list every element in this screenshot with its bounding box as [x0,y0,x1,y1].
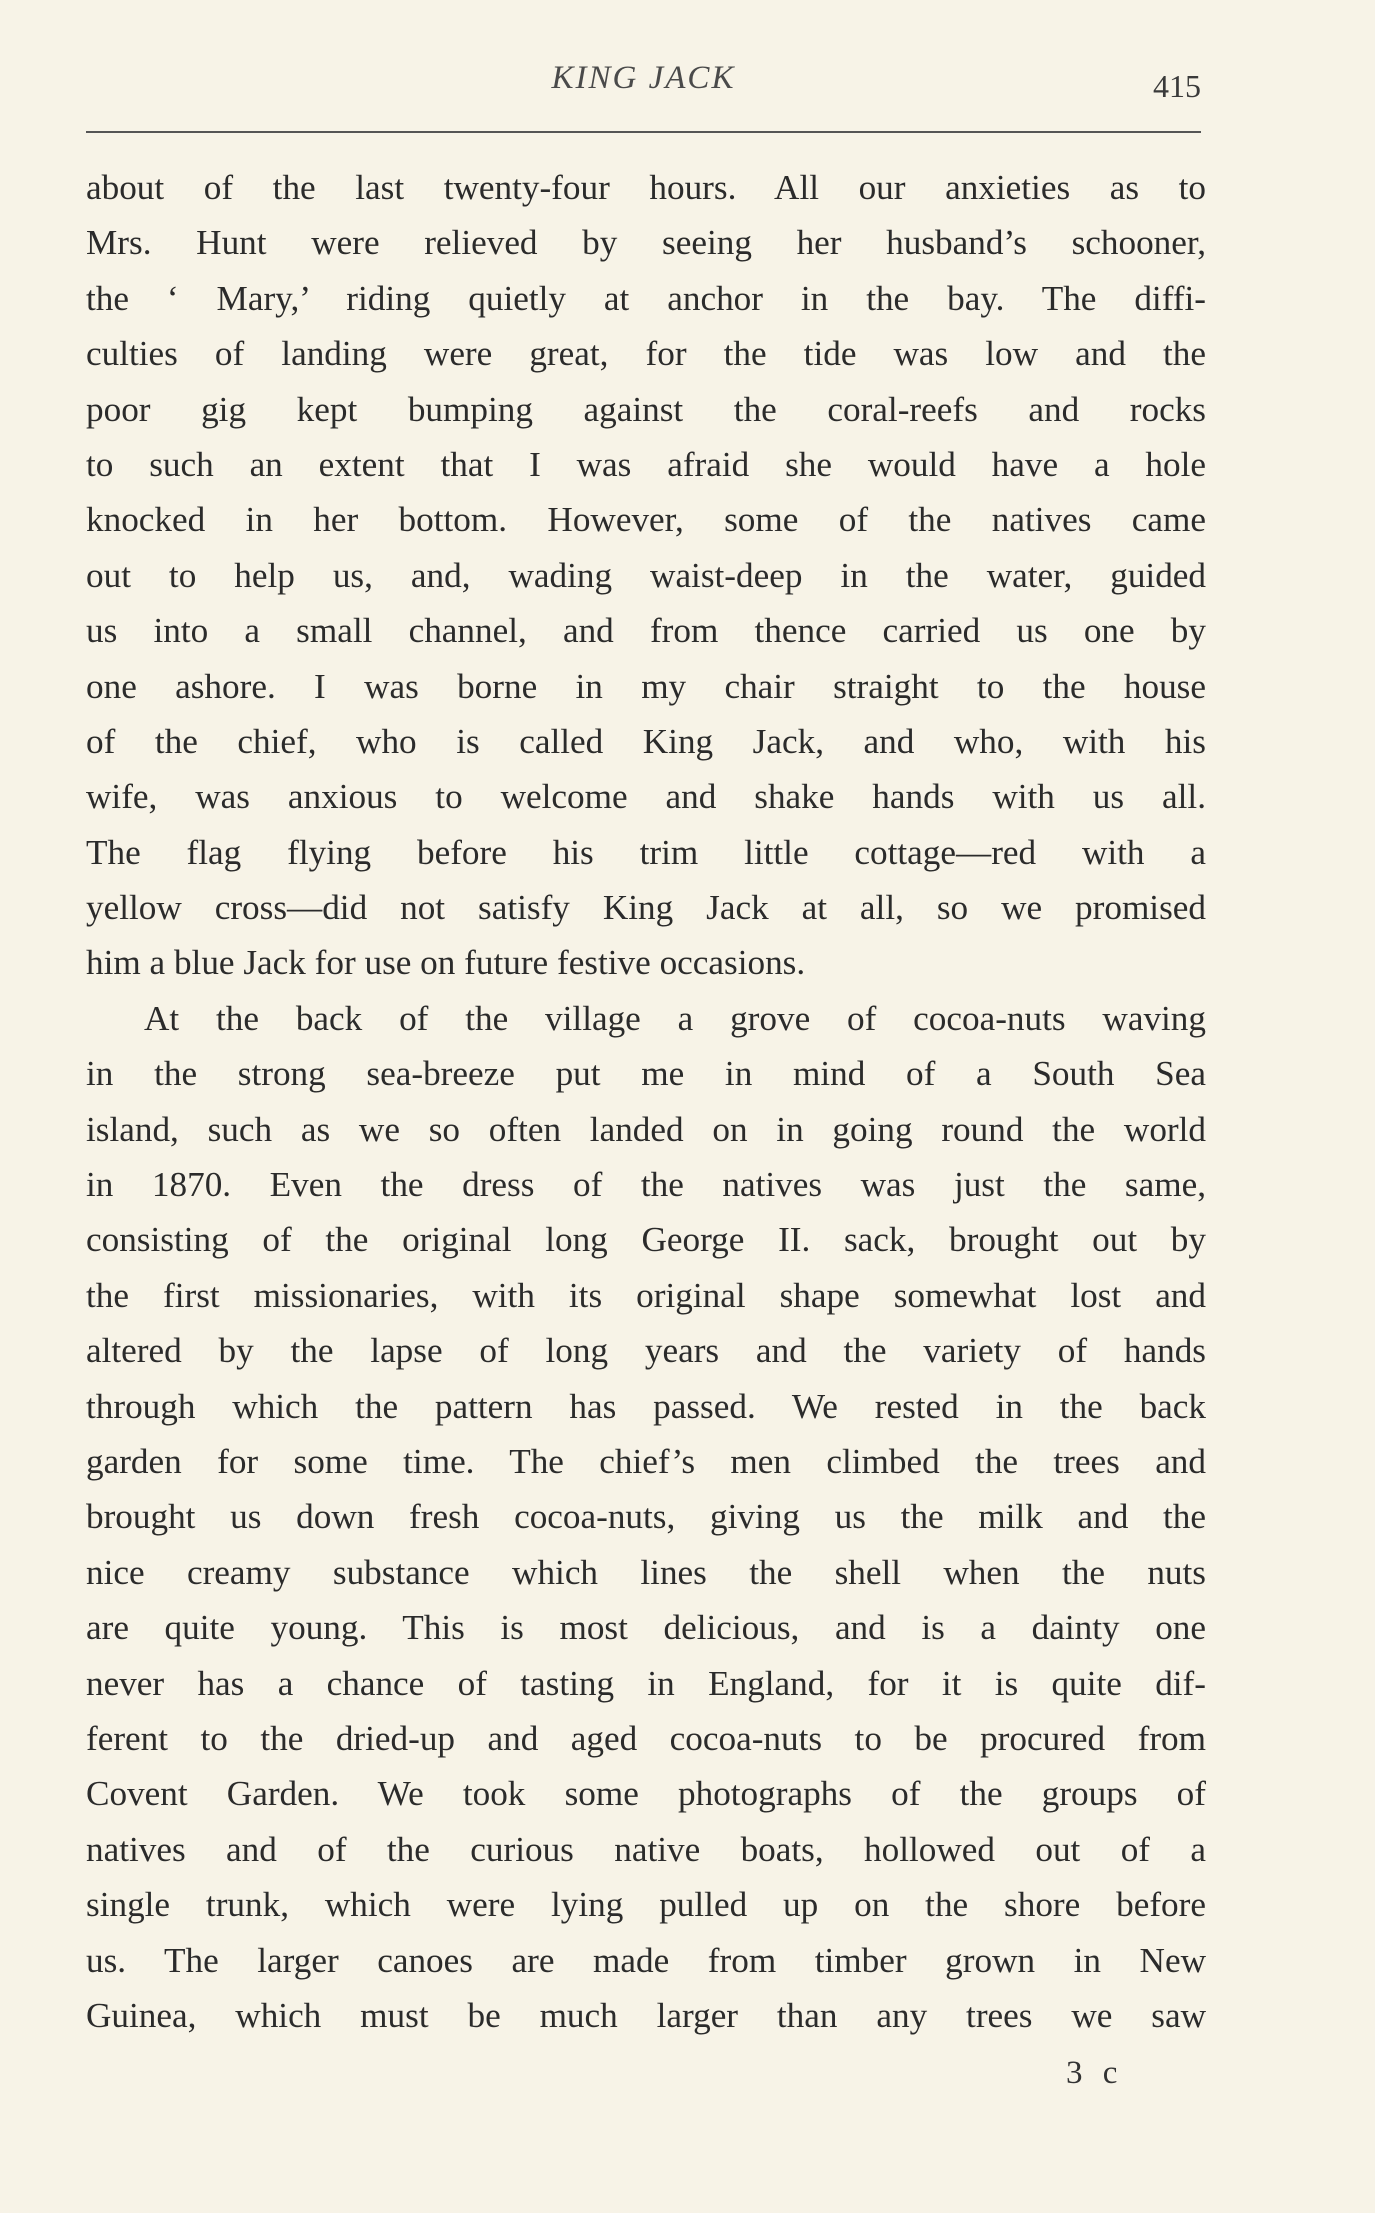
text-line: poor gig kept bumping against the coral-reefs and rocks [86,389,1206,429]
text-line: knocked in her bottom. However, some of the natives came [86,500,1206,540]
text-line: of the chief, who is called King Jack, and who, with his [86,721,1206,761]
header-rule [86,131,1201,133]
text-line: The flag flying before his trim little cottage—red with a [86,832,1206,872]
paragraph [86,991,1206,2043]
text-line: altered by the lapse of long years and the variety of hands [86,1331,1206,1371]
text-line: consisting of the original long George II. sack, brought out by [86,1220,1206,1260]
text-line: ferent to the dried-up and aged cocoa-nuts to be procured from [86,1718,1206,1758]
text-line: never has a chance of tasting in England, for it is quite dif- [86,1663,1206,1703]
text-line: brought us down fresh cocoa-nuts, giving us the milk and the [86,1497,1206,1537]
text-line: yellow cross—did not satisfy King Jack at all, so we promised [86,888,1206,928]
running-title: KING JACK [551,60,736,96]
text-line: in the strong sea-breeze put me in mind of a South Sea [86,1054,1206,1094]
text-line: Mrs. Hunt were relieved by seeing her husband’s schooner, [86,223,1206,263]
text-line: out to help us, and, wading waist-deep in the water, guided [86,555,1206,595]
paragraph [86,160,1206,991]
text-line: to such an extent that I was afraid she would have a hole [86,444,1206,484]
text-line: one ashore. I was borne in my chair straight to the house [86,666,1206,706]
text-line: the ‘ Mary,’ riding quietly at anchor in the bay. The diffi- [86,278,1206,318]
page-number: 415 [1153,68,1201,104]
text-line: single trunk, which were lying pulled up on the shore before [86,1885,1206,1925]
text-line: nice creamy substance which lines the shell when the nuts [86,1552,1206,1592]
body-text [86,160,1206,2043]
text-line: about of the last twenty-four hours. All our anxieties as to [86,168,1206,207]
text-line: culties of landing were great, for the tide was low and the [86,334,1206,374]
text-line: us. The larger canoes are made from timber grown in New [86,1940,1206,1980]
text-line: us into a small channel, and from thence carried us one by [86,611,1206,651]
text-line: garden for some time. The chief’s men climbed the trees and [86,1441,1206,1481]
text-line: through which the pattern has passed. We rested in the back [86,1386,1206,1426]
signature-mark: 3 c [1066,2055,1124,2091]
text-line: At the back of the village a grove of cocoa-nuts waving [144,998,1206,1038]
text-line: in 1870. Even the dress of the natives was just the same, [86,1165,1206,1205]
text-line: natives and of the curious native boats, hollowed out of a [86,1829,1206,1869]
running-head [86,60,1201,110]
text-line: him a blue Jack for use on future festive occasions. [86,943,806,983]
text-line: wife, was anxious to welcome and shake hands with us all. [86,777,1206,817]
text-line: are quite young. This is most delicious, and is a dainty one [86,1608,1206,1648]
text-line: Guinea, which must be much larger than any trees we saw [86,1995,1206,2035]
text-line: island, such as we so often landed on in going round the world [86,1109,1206,1149]
text-line: the first missionaries, with its original shape somewhat lost and [86,1275,1206,1315]
text-line: Covent Garden. We took some photographs of the groups of [86,1774,1206,1814]
